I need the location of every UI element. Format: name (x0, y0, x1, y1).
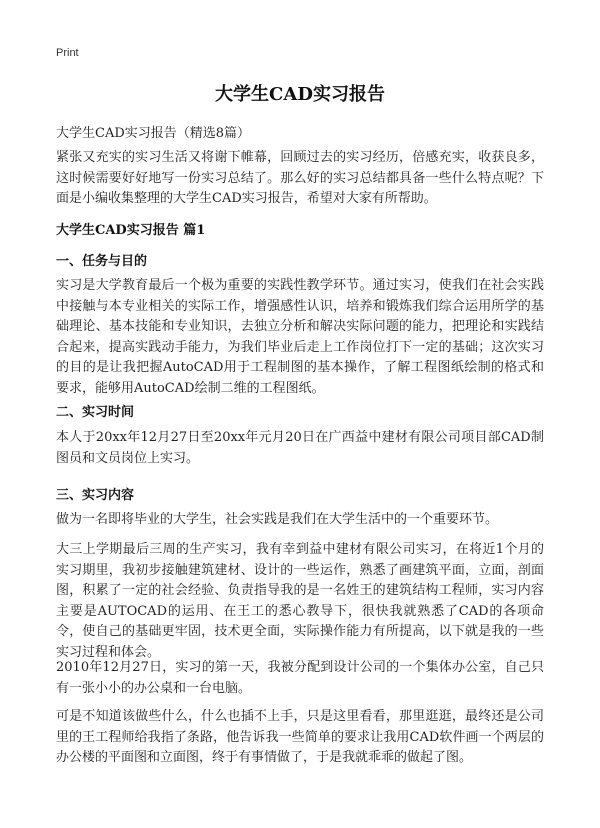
section-heading-task: 一、任务与目的 (56, 254, 148, 269)
section-paragraph: 做为一名即将毕业的大学生，社会实践是我们在大学生活中的一个重要环节。 (56, 512, 499, 527)
chapter-title: 大学生CAD实习报告 篇1 (56, 223, 206, 238)
section-paragraph: 可是不知道该做些什么，什么也插不上手，只是这里看看，那里逛逛，最终还是公司里的王工程师给我指了条路，他告诉我一些简单的要求让我用CAD软件画一个两层的办公楼的平面图和立面图，终于有事情做了，于是我就乖乖的做起了图。 (56, 709, 544, 765)
section-paragraph: 本人于20xx年12月27日至20xx年元月20日在广西益中建材有限公司项目部CAD制图员和文员岗位上实习。 (56, 430, 544, 466)
section-heading-time: 二、实习时间 (56, 405, 135, 420)
section-paragraph: 实习是大学教育最后一个极为重要的实践性教学环节。通过实习，使我们在社会实践中接触与本专业相关的实际工作，增强感性认识，培养和锻炼我们综合运用所学的基础理论、基本技能和专业知识，去独立分析和解决实际问题的能力，把理论和实践结合起来，提高实践动手能力，为我们毕业后走上工作岗位打下一定的基础；这次实习的目的是让我把握AutoCAD用于工程制图的基本操作，了解工程图纸绘制的格式和要求，能够用AutoCAD绘制二维的工程图纸。 (56, 278, 544, 396)
document-subtitle: 大学生CAD实习报告（精选8篇） (56, 126, 251, 141)
print-link[interactable]: Print (56, 47, 79, 59)
intro-paragraph: 紧张又充实的实习生活又将谢下帷幕，回顾过去的实习经历，倍感充实，收获良多，这时候需要好好地写一份实习总结了。那么好的实习总结都具备一些什么特点呢？下面是小编收集整理的大学生CAD实习报告，希望对大家有所帮助。 (56, 150, 544, 206)
page-title: 大学生CAD实习报告 (215, 84, 385, 105)
section-paragraph: 大三上学期最后三周的生产实习，我有幸到益中建材有限公司实习，在将近1个月的实习期里，我初步接触建筑建材、设计的一些运作，熟悉了画建筑平面，立面，剖面图，积累了一定的社会经验、负责指导我的是一名姓王的建筑结构工程师，实习内容主要是AUTOCAD的运用、在王工的悉心教导下，很快我就熟悉了CAD的各项命令，使自己的基础更牢固，技术更全面，实际操作能力有所提高，以下就是我的一些实习过程和体会。 (56, 542, 544, 660)
section-paragraph: 2010年12月27日，实习的第一天，我被分配到设计公司的一个集体办公室，自己只有一张小小的办公桌和一台电脑。 (56, 660, 544, 696)
section-heading-content: 三、实习内容 (56, 488, 135, 503)
